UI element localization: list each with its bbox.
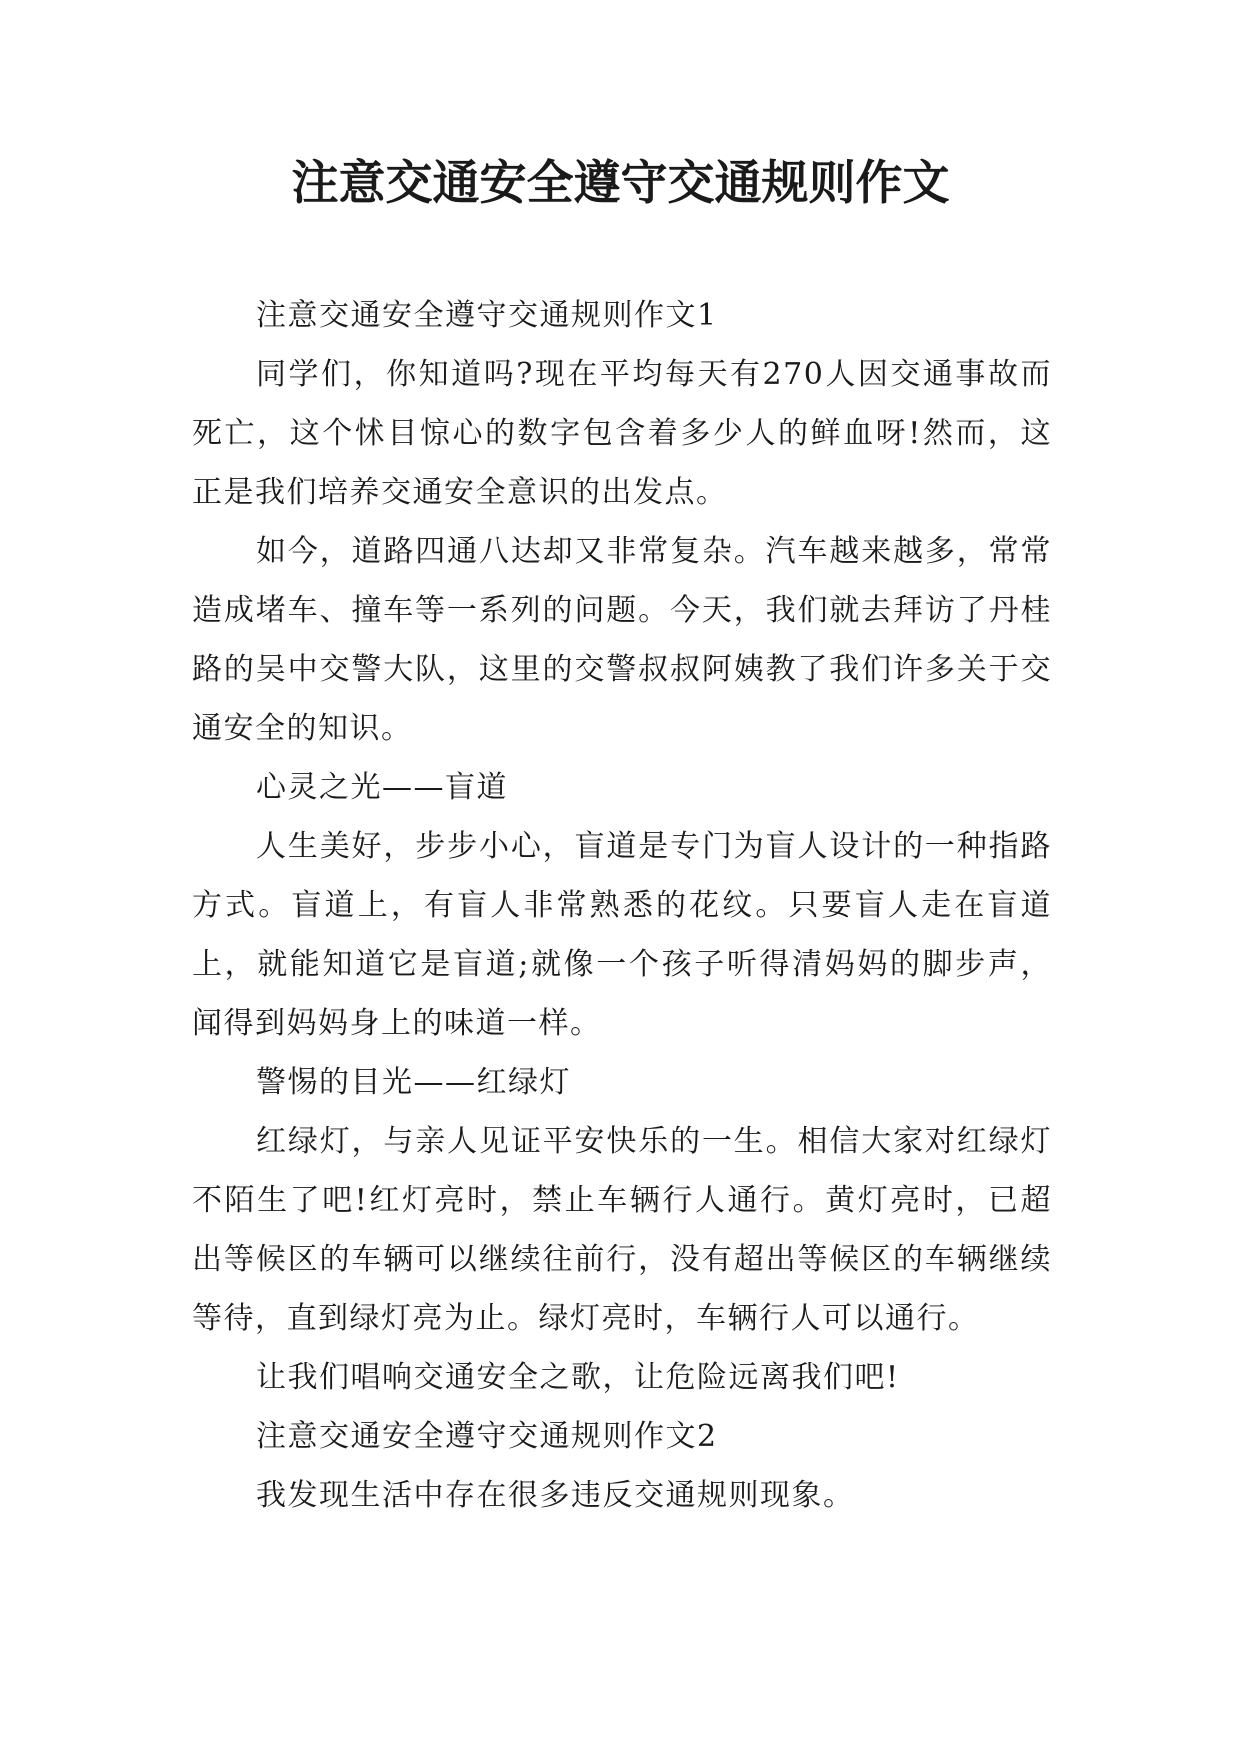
document-title: 注意交通安全遵守交通规则作文	[291, 156, 950, 211]
paragraph-intro: 同学们，你知道吗?现在平均每天有270人因交通事故而死亡，这个怵目惊心的数字包含着多少人的鲜血呀!然而，这正是我们培养交通安全意识的出发点。	[192, 357, 1052, 510]
essay-heading-2: 注意交通安全遵守交通规则作文2	[256, 1419, 718, 1454]
paragraph-roads: 如今，道路四通八达却又非常复杂。汽车越来越多，常常造成堵车、撞车等一系列的问题。今天，我们就去拜访了丹桂路的吴中交警大队，这里的交警叔叔阿姨教了我们许多关于交通安全的知识。	[192, 534, 1052, 746]
essay-heading-1: 注意交通安全遵守交通规则作文1	[256, 298, 718, 333]
paragraph-violations: 我发现生活中存在很多违反交通规则现象。	[256, 1478, 855, 1513]
paragraph-blind-path: 人生美好，步步小心，盲道是专门为盲人设计的一种指路方式。盲道上，有盲人非常熟悉的花纹。只要盲人走在盲道上，就能知道它是盲道;就像一个孩子听得清妈妈的脚步声，闻得到妈妈身上的味道一样。	[192, 829, 1052, 1041]
section-heading-blind-path: 心灵之光——盲道	[256, 770, 508, 805]
section-heading-traffic-lights: 警惕的目光——红绿灯	[256, 1065, 571, 1100]
document-body	[192, 286, 1052, 1525]
paragraph-traffic-lights: 红绿灯，与亲人见证平安快乐的一生。相信大家对红绿灯不陌生了吧!红灯亮时，禁止车辆行人通行。黄灯亮时，已超出等候区的车辆可以继续往前行，没有超出等候区的车辆继续等待，直到绿灯亮为止。绿灯亮时，车辆行人可以通行。	[192, 1124, 1052, 1336]
paragraph-conclusion: 让我们唱响交通安全之歌，让危险远离我们吧!	[256, 1360, 900, 1395]
